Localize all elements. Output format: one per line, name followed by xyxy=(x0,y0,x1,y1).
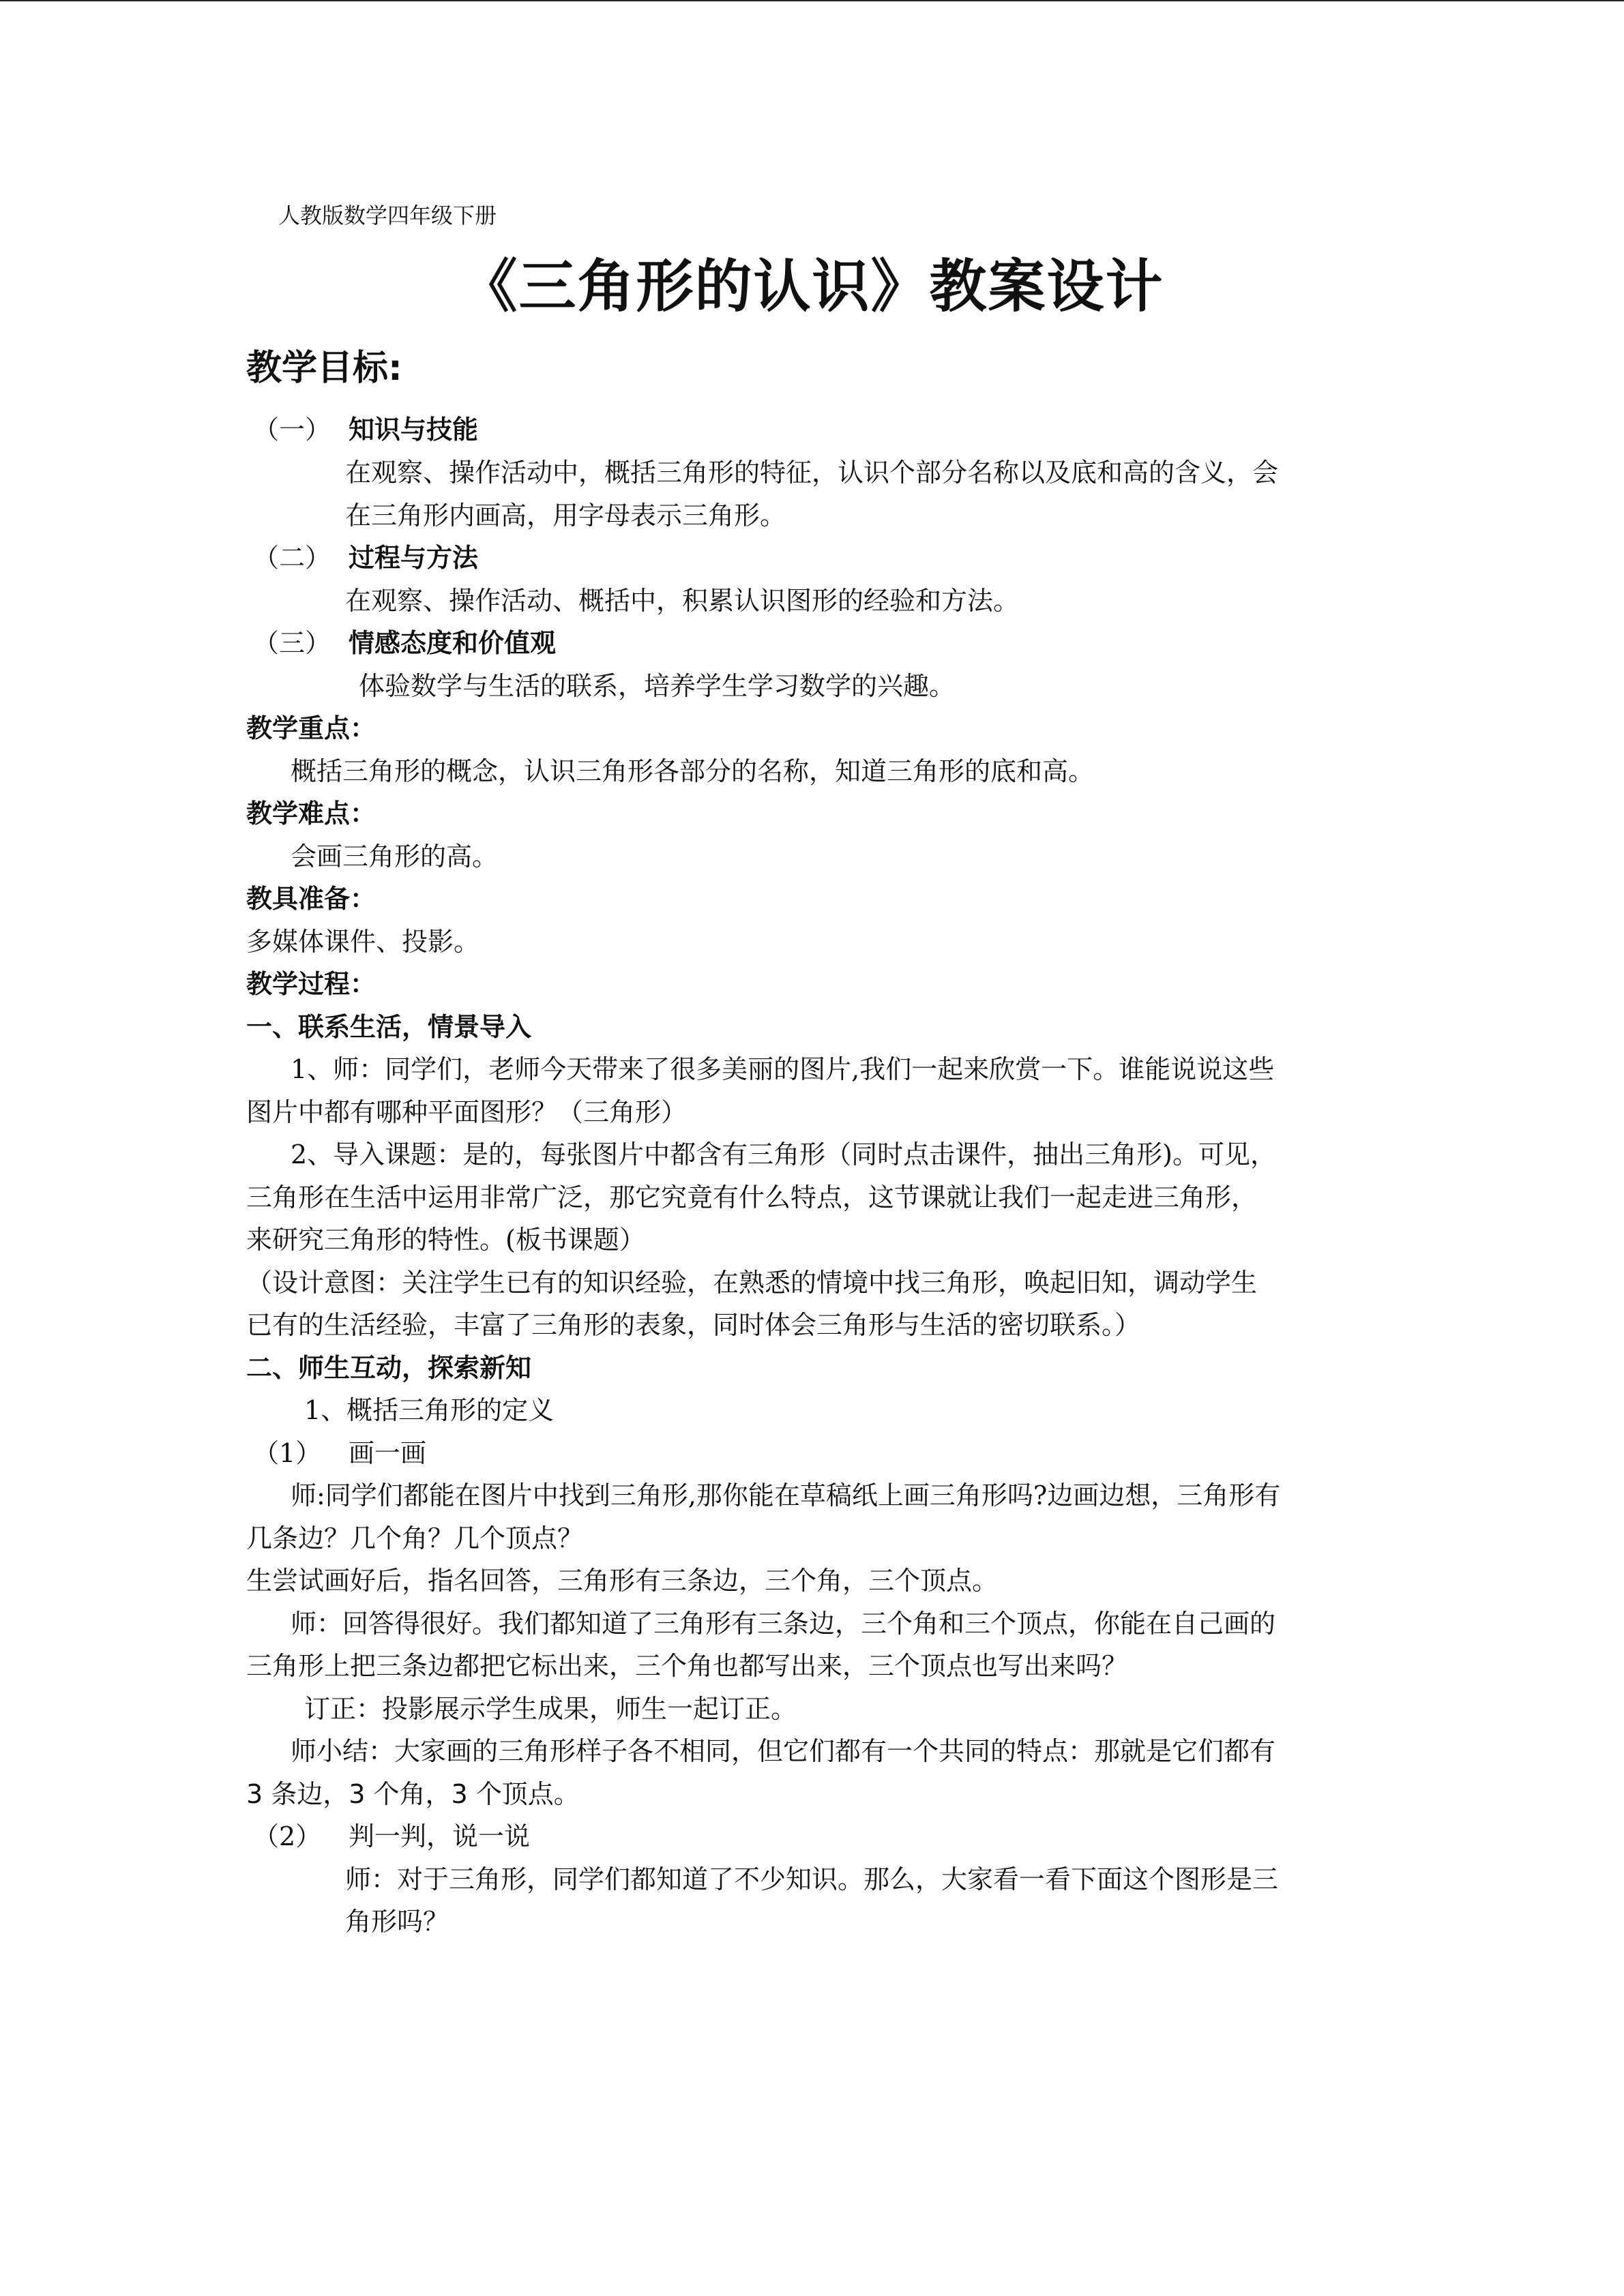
tools-heading: 教具准备： xyxy=(246,884,377,914)
tools-text: 多媒体课件、投影。 xyxy=(246,927,480,957)
objective-3-header: （三） 情感态度和价值观 xyxy=(253,628,557,658)
part-1-line-4: 师：回答得很好。我们都知道了三角形有三条边，三个角和三个顶点，你能在自己画的 xyxy=(291,1609,1276,1639)
part-2-line-2: 角形吗？ xyxy=(345,1907,449,1937)
section-1-heading: 一、联系生活，情景导入 xyxy=(246,1012,532,1042)
part-1-line-2: 几条边？几个角？几个顶点？ xyxy=(246,1523,584,1553)
objective-2-header: （二） 过程与方法 xyxy=(253,543,479,573)
section-1-line-7: 已有的生活经验，丰富了三角形的表象，同时体会三角形与生活的密切联系。） xyxy=(246,1310,1141,1340)
section-2-heading: 二、师生互动，探索新知 xyxy=(246,1353,532,1383)
part-2-header: （2） 判一判，说一说 xyxy=(253,1821,531,1851)
objective-2-line-1: 在观察、操作活动、概括中，积累认识图形的经验和方法。 xyxy=(345,586,1020,616)
section-1-line-3: 2、导入课题：是的，每张图片中都含有三角形（同时点击课件，抽出三角形)。可见， xyxy=(291,1139,1277,1169)
document-title: 《三角形的认识》教案设计 xyxy=(460,253,1164,320)
section-1-line-6: （设计意图：关注学生已有的知识经验，在熟悉的情境中找三角形，唤起旧知，调动学生 xyxy=(246,1268,1258,1298)
part-1-header: （1） 画一画 xyxy=(253,1438,427,1468)
top-border xyxy=(0,0,1624,1)
section-1-line-5: 来研究三角形的特性。(板书课题） xyxy=(246,1225,645,1255)
section-2-subheading: 1、概括三角形的定义 xyxy=(304,1395,555,1425)
section-1-line-2: 图片中都有哪种平面图形？（三角形） xyxy=(246,1097,688,1127)
part-1-line-3: 生尝试画好后，指名回答，三角形有三条边，三个角，三个顶点。 xyxy=(246,1566,999,1596)
page-header: 人教版数学四年级下册 xyxy=(278,203,497,228)
key-points-text: 概括三角形的概念，认识三角形各部分的名称，知道三角形的底和高。 xyxy=(291,756,1095,786)
part-1-line-8: 3 条边，3 个角，3 个顶点。 xyxy=(246,1779,580,1809)
section-1-line-4: 三角形在生活中运用非常广泛，那它究竟有什么特点，这节课就让我们一起走进三角形， xyxy=(246,1182,1258,1212)
objective-3-line-1: 体验数学与生活的联系，培养学生学习数学的兴趣。 xyxy=(359,671,956,701)
difficulties-text: 会画三角形的高。 xyxy=(291,841,499,871)
key-points-heading: 教学重点： xyxy=(246,713,377,743)
objectives-heading: 教学目标: xyxy=(246,348,402,389)
objective-1-line-1: 在观察、操作活动中，概括三角形的特征，认识个部分名称以及底和高的含义，会 xyxy=(345,458,1279,488)
part-1-line-7: 师小结：大家画的三角形样子各不相同，但它们都有一个共同的特点：那就是它们都有 xyxy=(291,1736,1276,1766)
part-2-line-1: 师：对于三角形，同学们都知道了不少知识。那么，大家看一看下面这个图形是三 xyxy=(345,1864,1279,1894)
part-1-line-1: 师:同学们都能在图片中找到三角形,那你能在草稿纸上画三角形吗?边画边想，三角形有 xyxy=(291,1480,1281,1510)
objective-1-line-2: 在三角形内画高，用字母表示三角形。 xyxy=(345,501,786,531)
objective-1-header: （一） 知识与技能 xyxy=(253,415,479,445)
section-1-line-1: 1、师：同学们，老师今天带来了很多美丽的图片,我们一起来欣赏一下。谁能说说这些 xyxy=(291,1054,1275,1084)
part-1-line-6: 订正：投影展示学生成果，师生一起订正。 xyxy=(304,1694,797,1724)
process-heading: 教学过程： xyxy=(246,969,377,999)
part-1-line-5: 三角形上把三条边都把它标出来，三个角也都写出来，三个顶点也写出来吗？ xyxy=(246,1651,1128,1681)
difficulties-heading: 教学难点： xyxy=(246,799,377,829)
